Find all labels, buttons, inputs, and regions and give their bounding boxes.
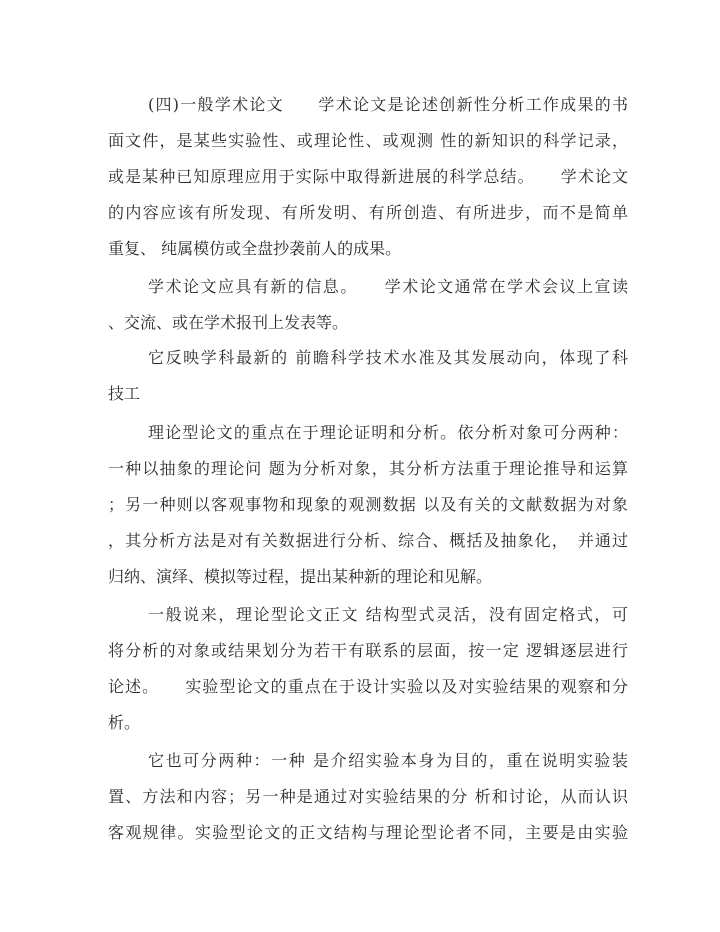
text-line: 将分析的对象或结果划分为若干有联系的层面，按一定 逻辑逐层进行 (108, 641, 628, 660)
text-line: 或是某种已知原理应用于实际中取得新进展的科学总结。 学术论文 (108, 167, 628, 186)
text-line: ；另一种则以客观事物和现象的观测数据 以及有关的文献数据为对象 (108, 495, 628, 514)
text-line: 重复、 纯属模仿或全盘抄袭前人的成果。 (108, 239, 402, 258)
text-line: 客观规律。实验型论文的正文结构与理论型论者不同，主要是由实验 (108, 823, 628, 842)
text-line: 它也可分两种：一种 是介绍实验本身为目的，重在说明实验装 (148, 751, 628, 770)
text-line: 归纳、演绎、模拟等过程，提出某种新的理论和见解。 (108, 567, 493, 586)
text-line: 面文件，是某些实验性、或理论性、或观测 性的新知识的科学记录， (108, 131, 628, 150)
text-line: 技工 (108, 384, 141, 403)
text-line: 、交流、或在学术报刊上发表等。 (108, 313, 349, 332)
text-line: 一种以抽象的理论问 题为分析对象，其分析方法重于理论推导和运算 (108, 459, 628, 478)
text-line: 置、方法和内容；另一种是通过对实验结果的分 析和讨论，从而认识 (108, 787, 628, 806)
text-line: (四)一般学术论文 学术论文是论述创新性分析工作成果的书 (148, 95, 628, 114)
text-line: 论述。 实验型论文的重点在于设计实验以及对实验结果的观察和分 (108, 677, 628, 696)
text-line: 学术论文应具有新的信息。 学术论文通常在学术会议上宣读 (148, 277, 628, 296)
text-line: 的内容应该有所发现、有所发明、有所创造、有所进步，而不是简单 (108, 203, 628, 222)
text-line: 析。 (108, 713, 141, 732)
text-line: 它反映学科最新的 前瞻科学技术水准及其发展动向，体现了科 (148, 348, 628, 367)
text-line: ，其分析方法是对有关数据进行分析、综合、概括及抽象化， 并通过 (108, 531, 628, 550)
text-line: 一般说来，理论型论文正文 结构型式灵活，没有固定格式，可 (148, 605, 628, 624)
text-line: 理论型论文的重点在于理论证明和分析。依分析对象可分两种： (148, 423, 628, 442)
